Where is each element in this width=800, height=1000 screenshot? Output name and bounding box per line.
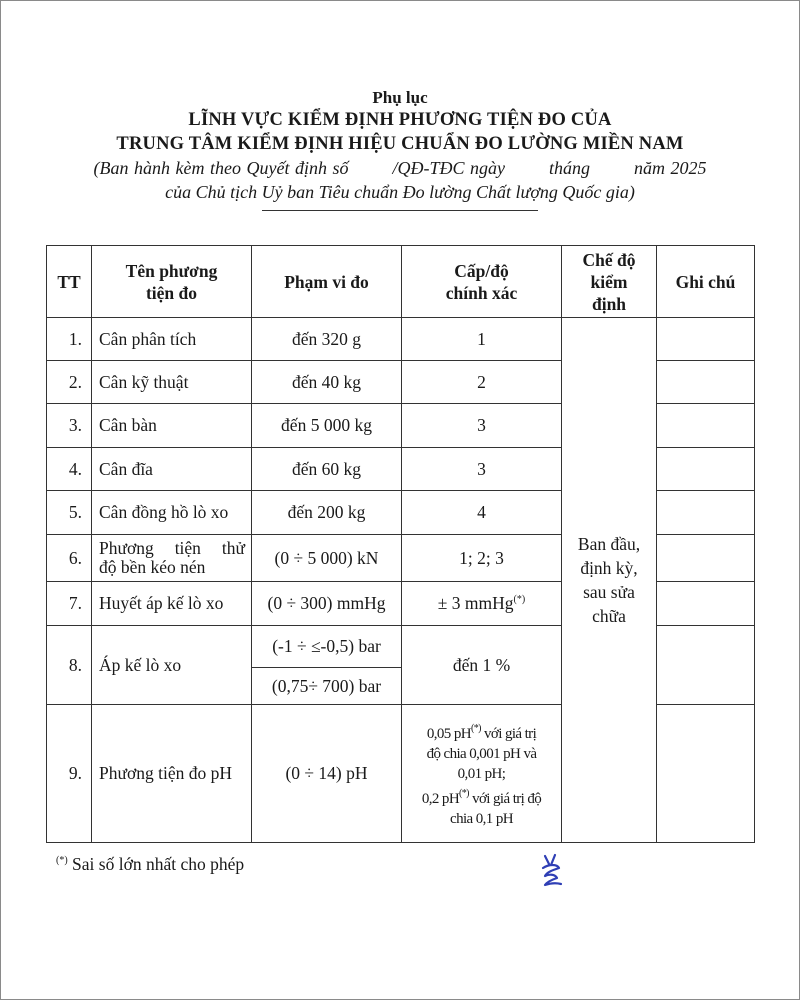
row-range-b: (0,75÷ 700) bar <box>252 668 402 705</box>
header-name <box>92 246 252 318</box>
row-accuracy <box>402 705 562 843</box>
mode-line2: định kỳ, <box>580 558 638 578</box>
header-accuracy-line1: Cấp/độ <box>454 260 509 281</box>
inspection-mode-cell <box>562 318 657 843</box>
header-mode-line1: Chế độ <box>582 249 636 270</box>
header-name-line2: tiện đo <box>145 282 198 303</box>
row-range: đến 5 000 kg <box>252 404 402 448</box>
mode-line1: Ban đầu, <box>577 534 641 554</box>
row-accuracy: 4 <box>402 491 562 535</box>
row-note <box>657 361 755 404</box>
row-tt: 8. <box>47 626 92 705</box>
acc-line5: chia 0,1 pH <box>450 810 513 827</box>
row-name <box>92 535 252 582</box>
max-error-mark: (*) <box>459 787 469 799</box>
row-accuracy: 1 <box>402 318 562 361</box>
row-range: (0 ÷ 300) mmHg <box>252 582 402 626</box>
row-accuracy: 2 <box>402 361 562 404</box>
footnote-text: Sai số lớn nhất cho phép <box>67 854 245 874</box>
table-row <box>47 318 755 361</box>
title-underline <box>262 210 538 211</box>
row-name-line1: Phương tiện thử <box>99 538 245 558</box>
row-note <box>657 705 755 843</box>
initial-signature <box>535 852 569 888</box>
row-note <box>657 491 755 535</box>
header-mode <box>562 246 657 318</box>
acc-line1-b: với giá trị <box>480 725 537 742</box>
row-range: đến 60 kg <box>252 448 402 491</box>
header-mode-line3: định <box>591 293 627 314</box>
header-accuracy-line2: chính xác <box>445 282 518 303</box>
max-error-mark: (*) <box>513 594 526 605</box>
mode-line3: sau sửa <box>583 582 635 602</box>
row-accuracy: 3 <box>402 404 562 448</box>
row-name: Cân phân tích <box>92 318 252 361</box>
header-tt: TT <box>47 246 92 318</box>
measuring-instruments-table <box>46 245 755 843</box>
row-range: đến 200 kg <box>252 491 402 535</box>
row-tt: 9. <box>47 705 92 843</box>
acc-line3: 0,01 pH; <box>457 765 506 782</box>
row-name: Phương tiện đo pH <box>92 705 252 843</box>
mode-line4: chữa <box>592 606 626 626</box>
row-name: Cân đồng hồ lò xo <box>92 491 252 535</box>
row-note <box>657 535 755 582</box>
row-tt: 2. <box>47 361 92 404</box>
row-accuracy <box>402 582 562 626</box>
row-note <box>657 318 755 361</box>
row-tt: 7. <box>47 582 92 626</box>
header-accuracy <box>402 246 562 318</box>
max-error-mark: (*) <box>470 722 481 734</box>
title-line-1: LĨNH VỰC KIỂM ĐỊNH PHƯƠNG TIỆN ĐO CỦA <box>188 110 612 130</box>
row-range: (0 ÷ 14) pH <box>252 705 402 843</box>
header-mode-line2: kiểm <box>590 271 628 292</box>
row-tt: 3. <box>47 404 92 448</box>
row-tt: 4. <box>47 448 92 491</box>
acc-line1 <box>402 719 561 744</box>
row-name: Áp kế lò xo <box>92 626 252 705</box>
row-name: Cân bàn <box>92 404 252 448</box>
acc-line4 <box>402 784 561 809</box>
row-range-a: (-1 ÷ ≤-0,5) bar <box>252 626 402 668</box>
acc-line1-a: 0,05 pH <box>426 725 471 742</box>
header-range: Phạm vi đo <box>252 246 402 318</box>
row-tt: 5. <box>47 491 92 535</box>
header-name-line1: Tên phương <box>125 260 218 281</box>
row-note <box>657 448 755 491</box>
header-note: Ghi chú <box>657 246 755 318</box>
row-name-line2: độ bền kéo nén <box>99 557 206 577</box>
appendix-label: Phụ lục <box>372 88 428 107</box>
row-tt: 6. <box>47 535 92 582</box>
row-name: Cân đĩa <box>92 448 252 491</box>
footnote <box>56 854 244 875</box>
row-accuracy: đến 1 % <box>402 626 562 705</box>
acc-line4-a: 0,2 pH <box>421 790 460 807</box>
row-note <box>657 626 755 705</box>
row-tt: 1. <box>47 318 92 361</box>
row-range: đến 40 kg <box>252 361 402 404</box>
row-range: (0 ÷ 5 000) kN <box>252 535 402 582</box>
row-accuracy-value: ± 3 mmHg <box>437 593 514 613</box>
row-note <box>657 582 755 626</box>
row-accuracy: 3 <box>402 448 562 491</box>
subtitle-line-2: của Chủ tịch Uỷ ban Tiêu chuẩn Đo lường Chất lượng Quốc gia) <box>165 182 635 202</box>
table-header-row <box>47 246 755 318</box>
acc-line2: độ chia 0,001 pH và <box>426 745 537 762</box>
row-name: Cân kỹ thuật <box>92 361 252 404</box>
title-line-2: TRUNG TÂM KIỂM ĐỊNH HIỆU CHUẨN ĐO LƯỜNG MIỀN NAM <box>116 134 684 154</box>
footnote-mark: (*) <box>56 855 68 866</box>
row-note <box>657 404 755 448</box>
row-name: Huyết áp kế lò xo <box>92 582 252 626</box>
row-accuracy: 1; 2; 3 <box>402 535 562 582</box>
acc-line4-b: với giá trị độ <box>468 790 542 807</box>
row-range: đến 320 g <box>252 318 402 361</box>
subtitle-line-1: (Ban hành kèm theo Quyết định số /QĐ-TĐC ngày tháng năm 2025 <box>93 158 707 178</box>
